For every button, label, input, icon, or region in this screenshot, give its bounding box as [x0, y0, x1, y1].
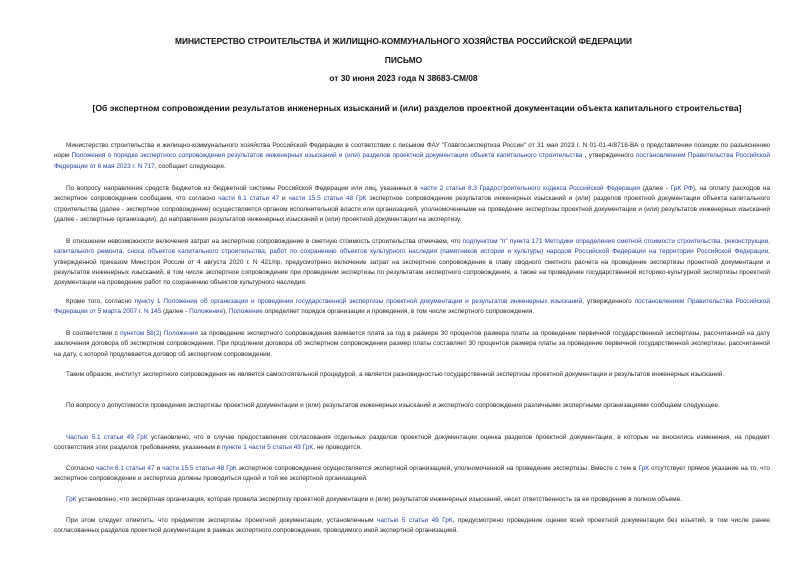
document-link[interactable]: ГрК: [638, 465, 649, 472]
paragraph: [54, 184, 770, 225]
paragraph: [54, 329, 770, 360]
paragraph: [54, 433, 770, 454]
paragraph-text: По вопросу направления средств бюджетов из бюджетной системы Российской Федерации или лиц, указанных в: [66, 185, 421, 192]
paragraph-text: установлено, что в случае предоставления согласования отдельных разделов проектной документации оценка разделов проектной документации, в которые не вносились изменения, на предмет соответствия этих разделов требованиям, указанным в: [54, 434, 770, 452]
paragraph-text: , утвержденной приказом Минстроя России от 4 августа 2020 г. N 421/пр, предусмотрено включение затрат на экспертное сопровождение в главу сводного сметного расчета на проведение экспертизы проектной документации и результатов инженерных изысканий, в том числе экспертное сопровождение при проведении экспертизы по результатам экспертного сопровождения, а также на проведение государственной историко-культурной экспертизы проектной документации на проведение работ по сохранению объектов культурного наследия.: [54, 248, 770, 287]
paragraph-text: экспертное сопровождение результатов инженерных изысканий и (или) разделов проектной документации объекта капитального строительства (далее - экспертное сопровождение) осуществляется органом исполнительной власти или организацией, уполномоченными на проведение экспертизы проектной документации и (или) результатов инженерных изысканий (далее - экспертные организации), до направления результатов инженерных изысканий и (или) проектной документации на экспертизу.: [54, 195, 770, 223]
document-link[interactable]: пункте 1 части 5 статьи 49 ГрК: [221, 444, 314, 452]
document-link[interactable]: части 15.5 статьи 48 ГрК: [162, 465, 237, 472]
paragraph: [54, 297, 770, 318]
document-link[interactable]: ГрК: [66, 496, 77, 503]
paragraph-text: В отношении невозможности включения затрат на экспертное сопровождение в сметную стоимость строительства отмечаем, что: [66, 238, 463, 245]
paragraph: [54, 401, 770, 411]
paragraph-text: Согласно: [66, 465, 97, 472]
paragraph-text: По вопросу о допустимости проведения экспертизы проектной документации и (или) результатов инженерных изысканий и экспертного сопровождения различными экспертными организациями сообщаем следующее.: [66, 402, 720, 409]
paragraph: [54, 495, 770, 505]
document-link[interactable]: Положения о порядке экспертного сопровождения результатов инженерных изысканий и (или) разделов проектной документации объекта капитального строительства: [71, 152, 583, 160]
paragraph-text: и: [154, 465, 163, 472]
document-link[interactable]: части 6.1 статьи 47: [218, 195, 280, 203]
paragraph-text: , утвержденного: [582, 298, 635, 305]
paragraph: [54, 141, 770, 172]
document-link[interactable]: постановлением Правительства Российской Федерации от 6 мая 2023 г. N 717: [54, 152, 770, 170]
letter-subject: [Об экспертном сопровождении результатов инженерных изысканий и (или) разделов проектной документации объекта капитального строительства]: [92, 103, 742, 113]
paragraph-text: Таким образом, институт экспертного сопровождения не является самостоятельной процедурой, а является разновидностью государственной экспертизы проектной документации и результатов инженерных изысканий.: [66, 371, 725, 378]
paragraph-text: ),: [223, 308, 229, 316]
document-link[interactable]: пункту 1 Положения об организации и проведении государственной экспертизы проектной документации и результатов инженерных изысканий: [134, 298, 583, 305]
document-link[interactable]: постановлением Правительства Российской Федерации от 5 марта 2007 г. N 145: [54, 298, 770, 316]
paragraph-text: отсутствует прямое указание на то, что экспертное сопровождение и экспертиза должны проводиться одной и той же экспертной организацией.: [54, 465, 770, 483]
document-link[interactable]: подпунктом "п" пункта 171 Методики определения сметной стоимости строительства, реконструкции, капитального ремонта, сноса объектов капитального строительства, работ по сохранению объектов культурного наследия (памятников истории и культуры) народов Российской Федерации на территории Российской Федерации: [54, 238, 770, 256]
paragraph-text: и: [279, 195, 289, 203]
paragraph-text: Министерство строительства и жилищно-коммунального хозяйства Российской Федерации в соответствии с письмом ФАУ "Главгосэкспертиза России" от 31 мая 2023 г. N 01-01-4/8718-ВА о представлении позиции по разъяснению норм: [54, 142, 770, 160]
paragraph: [54, 237, 770, 288]
paragraph-text: , сообщает следующее.: [154, 162, 226, 170]
paragraph-text: установлено, что экспертная организация, которая провела экспертизу проектной документации и (или) результатов инженерных изысканий, несет ответственность за ее проведение в полном объеме.: [76, 496, 682, 503]
paragraph-text: определяет порядок организации и проведения, в том числе экспертного сопровождения.: [262, 308, 535, 316]
ministry-title: МИНИСТЕРСТВО СТРОИТЕЛЬСТВА И ЖИЛИЩНО-КОММУНАЛЬНОГО ХОЗЯЙСТВА РОССИЙСКОЙ ФЕДЕРАЦИИ: [175, 36, 632, 46]
paragraph-text: , не проводится.: [313, 444, 362, 452]
document-type: ПИСЬМО: [384, 55, 423, 65]
paragraph: [54, 464, 770, 485]
paragraph-text: ), на оплату расходов на экспертное сопровождение сообщаем, что согласно: [54, 185, 771, 203]
paragraph-text: за проведение экспертного сопровождения взимается плата за год в размере 30 процентов размера платы за проведение первичной государственной экспертизы, рассчитанной на дату заключения договора об экспертном сопровождении. При продлении договора об экспертном сопровождении размер платы составляет 30 процентов размера платы за проведение первичной государственной экспертизы, рассчитанной на дату, с которой продлевается договор об экспертном сопровождении.: [54, 330, 770, 358]
paragraph-text: Кроме того, согласно: [66, 298, 135, 305]
paragraph-text: экспертное сопровождение осуществляется экспертной организацией, уполномоченной на проведение экспертизы. Вместе с тем в: [236, 465, 639, 472]
document-link[interactable]: части 6.1 статьи 47: [96, 465, 155, 472]
document-link[interactable]: части 2 статьи 8.3 Градостроительного кодекса Российской Федерации: [420, 185, 641, 192]
paragraph-text: При этом следует отметить, что предметом экспертизы проектной документации, установленным: [66, 517, 377, 524]
document-link[interactable]: частью 5 статьи 49 ГрК: [376, 517, 453, 524]
paragraph-text: В соответствии с: [66, 330, 121, 337]
document-link[interactable]: Частью 5.1 статьи 49 ГрК: [66, 434, 148, 441]
paragraph: [54, 370, 770, 380]
document-link[interactable]: пунктом 58(2) Положения: [120, 330, 198, 337]
paragraph-text: (далее -: [640, 185, 671, 192]
paragraph: [54, 516, 770, 537]
document-link[interactable]: части 15.5 статьи 48 ГрК: [288, 195, 367, 203]
document-link[interactable]: ГрК РФ: [670, 185, 693, 192]
paragraph-text: , предусмотрено проведение оценки всей проектной документации без изъятий, в том числе ранее согласованных разделов проектной документации в рамках экспертного сопровождения, проводимого иной экспертной организацией.: [54, 517, 770, 535]
paragraph-text: (далее -: [161, 308, 190, 316]
document-link[interactable]: Положение: [189, 308, 224, 316]
document-link[interactable]: Положение: [228, 308, 263, 316]
date-number: от 30 июня 2023 года N 38683-СМ/08: [329, 73, 478, 83]
paragraph-text: , утвержденного: [582, 152, 636, 160]
